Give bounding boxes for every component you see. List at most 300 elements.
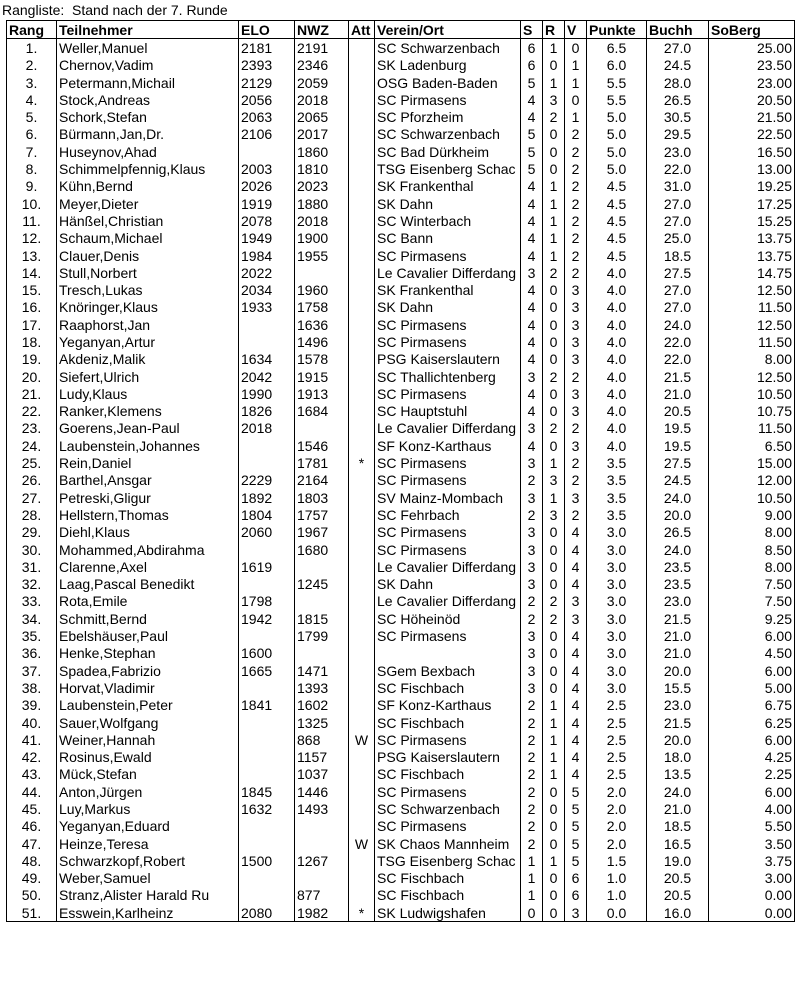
cell-elo: 1892 — [239, 489, 295, 506]
table-row — [7, 472, 795, 489]
cell-punkte: 4.0 — [587, 281, 647, 298]
cell-s: 6 — [521, 57, 543, 74]
cell-s: 4 — [521, 212, 543, 229]
cell-buchh: 16.5 — [647, 835, 709, 852]
cell-elo — [239, 835, 295, 852]
cell-att — [349, 230, 375, 247]
cell-soberg: 25.00 — [709, 39, 795, 57]
cell-buchh: 18.0 — [647, 748, 709, 765]
cell-v: 4 — [565, 524, 587, 541]
table-row — [7, 627, 795, 644]
table-row — [7, 299, 795, 316]
cell-elo — [239, 627, 295, 644]
cell-rang: 18. — [7, 333, 57, 350]
cell-soberg: 3.75 — [709, 852, 795, 869]
cell-buchh: 24.5 — [647, 57, 709, 74]
cell-punkte: 5.0 — [587, 160, 647, 177]
cell-verein: SK Chaos Mannheim — [375, 835, 521, 852]
cell-buchh: 24.0 — [647, 316, 709, 333]
cell-v: 4 — [565, 748, 587, 765]
cell-r: 0 — [543, 541, 565, 558]
cell-teilnehmer: Weiner,Hannah — [57, 731, 239, 748]
cell-v: 4 — [565, 731, 587, 748]
cell-teilnehmer: Hellstern,Thomas — [57, 506, 239, 523]
cell-soberg: 8.00 — [709, 558, 795, 575]
cell-att — [349, 91, 375, 108]
cell-elo: 1942 — [239, 610, 295, 627]
cell-soberg: 15.25 — [709, 212, 795, 229]
cell-soberg: 13.75 — [709, 230, 795, 247]
cell-att — [349, 472, 375, 489]
cell-verein: SC Pirmasens — [375, 818, 521, 835]
table-row — [7, 230, 795, 247]
table-row — [7, 74, 795, 91]
cell-r: 2 — [543, 368, 565, 385]
cell-att — [349, 783, 375, 800]
cell-v: 5 — [565, 818, 587, 835]
cell-rang: 17. — [7, 316, 57, 333]
cell-r: 0 — [543, 316, 565, 333]
cell-nwz: 1267 — [295, 852, 349, 869]
cell-v: 2 — [565, 247, 587, 264]
table-row — [7, 576, 795, 593]
cell-nwz: 1446 — [295, 783, 349, 800]
cell-verein: SC Pirmasens — [375, 627, 521, 644]
cell-r: 0 — [543, 160, 565, 177]
cell-v: 2 — [565, 506, 587, 523]
cell-rang: 47. — [7, 835, 57, 852]
cell-soberg: 10.50 — [709, 385, 795, 402]
cell-verein: SC Fischbach — [375, 887, 521, 904]
cell-s: 1 — [521, 870, 543, 887]
cell-verein: TSG Eisenberg Schac — [375, 160, 521, 177]
cell-rang: 50. — [7, 887, 57, 904]
cell-teilnehmer: Diehl,Klaus — [57, 524, 239, 541]
table-row — [7, 541, 795, 558]
cell-verein: SC Bann — [375, 230, 521, 247]
cell-v: 2 — [565, 230, 587, 247]
cell-r: 0 — [543, 403, 565, 420]
cell-elo: 1933 — [239, 299, 295, 316]
cell-elo — [239, 679, 295, 696]
cell-buchh: 30.5 — [647, 108, 709, 125]
cell-teilnehmer: Petermann,Michail — [57, 74, 239, 91]
cell-v: 4 — [565, 662, 587, 679]
cell-att — [349, 766, 375, 783]
cell-rang: 36. — [7, 645, 57, 662]
cell-s: 2 — [521, 714, 543, 731]
cell-elo — [239, 143, 295, 160]
cell-nwz — [295, 645, 349, 662]
cell-buchh: 27.0 — [647, 212, 709, 229]
cell-soberg: 11.50 — [709, 333, 795, 350]
cell-s: 3 — [521, 524, 543, 541]
cell-elo — [239, 731, 295, 748]
cell-rang: 1. — [7, 39, 57, 57]
cell-punkte: 3.0 — [587, 593, 647, 610]
cell-buchh: 20.0 — [647, 506, 709, 523]
cell-teilnehmer: Yeganyan,Eduard — [57, 818, 239, 835]
cell-punkte: 4.0 — [587, 316, 647, 333]
table-row — [7, 679, 795, 696]
cell-s: 4 — [521, 230, 543, 247]
cell-buchh: 21.0 — [647, 800, 709, 817]
cell-nwz: 1915 — [295, 368, 349, 385]
cell-punkte: 4.0 — [587, 403, 647, 420]
table-row — [7, 748, 795, 765]
cell-verein: SC Fischbach — [375, 766, 521, 783]
cell-rang: 43. — [7, 766, 57, 783]
cell-s: 3 — [521, 541, 543, 558]
table-row — [7, 904, 795, 922]
cell-punkte: 1.0 — [587, 870, 647, 887]
cell-soberg: 6.50 — [709, 437, 795, 454]
cell-punkte: 4.0 — [587, 368, 647, 385]
cell-s: 2 — [521, 800, 543, 817]
cell-punkte: 4.0 — [587, 420, 647, 437]
cell-elo — [239, 818, 295, 835]
cell-nwz: 1037 — [295, 766, 349, 783]
cell-nwz: 1967 — [295, 524, 349, 541]
cell-rang: 26. — [7, 472, 57, 489]
cell-r: 0 — [543, 818, 565, 835]
cell-verein: SC Pirmasens — [375, 91, 521, 108]
cell-nwz: 1913 — [295, 385, 349, 402]
cell-s: 4 — [521, 351, 543, 368]
cell-r: 0 — [543, 870, 565, 887]
cell-att — [349, 160, 375, 177]
cell-punkte: 4.5 — [587, 230, 647, 247]
cell-soberg: 10.50 — [709, 489, 795, 506]
cell-rang: 9. — [7, 178, 57, 195]
cell-s: 1 — [521, 887, 543, 904]
table-row — [7, 454, 795, 471]
cell-att — [349, 800, 375, 817]
cell-buchh: 13.5 — [647, 766, 709, 783]
cell-v: 2 — [565, 472, 587, 489]
cell-verein: SC Pirmasens — [375, 731, 521, 748]
cell-nwz — [295, 870, 349, 887]
cell-punkte: 2.0 — [587, 835, 647, 852]
cell-soberg: 0.00 — [709, 904, 795, 922]
cell-elo: 1990 — [239, 385, 295, 402]
cell-punkte: 2.5 — [587, 731, 647, 748]
cell-teilnehmer: Schmitt,Bernd — [57, 610, 239, 627]
cell-s: 0 — [521, 904, 543, 922]
cell-rang: 15. — [7, 281, 57, 298]
cell-elo: 1600 — [239, 645, 295, 662]
cell-v: 0 — [565, 91, 587, 108]
cell-elo: 2078 — [239, 212, 295, 229]
cell-v: 5 — [565, 783, 587, 800]
cell-soberg: 14.75 — [709, 264, 795, 281]
cell-soberg: 11.50 — [709, 299, 795, 316]
cell-teilnehmer: Laag,Pascal Benedikt — [57, 576, 239, 593]
cell-elo: 1949 — [239, 230, 295, 247]
cell-rang: 8. — [7, 160, 57, 177]
cell-verein: SK Frankenthal — [375, 178, 521, 195]
cell-rang: 40. — [7, 714, 57, 731]
cell-v: 4 — [565, 627, 587, 644]
table-row — [7, 852, 795, 869]
cell-teilnehmer: Spadea,Fabrizio — [57, 662, 239, 679]
cell-soberg: 12.00 — [709, 472, 795, 489]
cell-rang: 24. — [7, 437, 57, 454]
cell-teilnehmer: Meyer,Dieter — [57, 195, 239, 212]
cell-att — [349, 39, 375, 57]
cell-v: 4 — [565, 558, 587, 575]
cell-soberg: 12.50 — [709, 281, 795, 298]
cell-teilnehmer: Goerens,Jean-Paul — [57, 420, 239, 437]
cell-nwz: 1900 — [295, 230, 349, 247]
table-row — [7, 783, 795, 800]
cell-nwz — [295, 818, 349, 835]
cell-v: 1 — [565, 74, 587, 91]
cell-rang: 6. — [7, 126, 57, 143]
cell-nwz: 868 — [295, 731, 349, 748]
table-row — [7, 126, 795, 143]
cell-r: 1 — [543, 852, 565, 869]
cell-elo: 1919 — [239, 195, 295, 212]
cell-teilnehmer: Siefert,Ulrich — [57, 368, 239, 385]
table-row — [7, 662, 795, 679]
cell-rang: 32. — [7, 576, 57, 593]
cell-teilnehmer: Henke,Stephan — [57, 645, 239, 662]
table-row — [7, 593, 795, 610]
cell-soberg: 2.25 — [709, 766, 795, 783]
cell-punkte: 3.0 — [587, 679, 647, 696]
cell-r: 1 — [543, 748, 565, 765]
cell-buchh: 24.0 — [647, 489, 709, 506]
cell-rang: 37. — [7, 662, 57, 679]
cell-nwz: 1799 — [295, 627, 349, 644]
cell-rang: 29. — [7, 524, 57, 541]
cell-elo: 2106 — [239, 126, 295, 143]
table-row — [7, 247, 795, 264]
cell-v: 2 — [565, 126, 587, 143]
cell-soberg: 10.75 — [709, 403, 795, 420]
cell-verein: SK Frankenthal — [375, 281, 521, 298]
cell-v: 3 — [565, 333, 587, 350]
cell-verein: TSG Eisenberg Schac — [375, 852, 521, 869]
cell-punkte: 1.0 — [587, 887, 647, 904]
cell-rang: 27. — [7, 489, 57, 506]
cell-v: 0 — [565, 39, 587, 57]
cell-teilnehmer: Weller,Manuel — [57, 39, 239, 57]
cell-s: 5 — [521, 74, 543, 91]
table-row — [7, 91, 795, 108]
cell-v: 1 — [565, 108, 587, 125]
cell-att — [349, 420, 375, 437]
cell-elo — [239, 316, 295, 333]
cell-teilnehmer: Knöringer,Klaus — [57, 299, 239, 316]
cell-punkte: 4.0 — [587, 385, 647, 402]
cell-verein: SC Pirmasens — [375, 783, 521, 800]
cell-att — [349, 627, 375, 644]
cell-nwz: 2018 — [295, 91, 349, 108]
cell-r: 1 — [543, 74, 565, 91]
cell-verein: SC Pirmasens — [375, 472, 521, 489]
cell-buchh: 24.5 — [647, 472, 709, 489]
cell-soberg: 0.00 — [709, 887, 795, 904]
cell-rang: 21. — [7, 385, 57, 402]
cell-r: 1 — [543, 195, 565, 212]
col-header-nwz: NWZ — [295, 21, 349, 39]
cell-v: 2 — [565, 178, 587, 195]
cell-elo: 1500 — [239, 852, 295, 869]
cell-rang: 10. — [7, 195, 57, 212]
cell-verein: SK Dahn — [375, 576, 521, 593]
cell-r: 1 — [543, 212, 565, 229]
cell-buchh: 20.0 — [647, 662, 709, 679]
cell-punkte: 3.0 — [587, 627, 647, 644]
cell-verein: SC Pirmasens — [375, 247, 521, 264]
cell-r: 3 — [543, 506, 565, 523]
cell-att — [349, 57, 375, 74]
cell-att — [349, 143, 375, 160]
cell-punkte: 2.5 — [587, 766, 647, 783]
cell-teilnehmer: Barthel,Ansgar — [57, 472, 239, 489]
cell-soberg: 5.00 — [709, 679, 795, 696]
cell-elo: 2229 — [239, 472, 295, 489]
cell-buchh: 27.0 — [647, 281, 709, 298]
cell-verein: SC Pirmasens — [375, 316, 521, 333]
cell-nwz: 2164 — [295, 472, 349, 489]
cell-punkte: 3.0 — [587, 541, 647, 558]
cell-teilnehmer: Stock,Andreas — [57, 91, 239, 108]
cell-punkte: 3.5 — [587, 454, 647, 471]
table-row — [7, 489, 795, 506]
cell-punkte: 4.0 — [587, 299, 647, 316]
cell-elo: 1845 — [239, 783, 295, 800]
cell-rang: 5. — [7, 108, 57, 125]
cell-v: 2 — [565, 195, 587, 212]
cell-s: 5 — [521, 126, 543, 143]
cell-s: 4 — [521, 281, 543, 298]
cell-buchh: 20.5 — [647, 403, 709, 420]
cell-s: 4 — [521, 247, 543, 264]
cell-teilnehmer: Ludy,Klaus — [57, 385, 239, 402]
cell-verein: SC Hauptstuhl — [375, 403, 521, 420]
cell-teilnehmer: Chernov,Vadim — [57, 57, 239, 74]
cell-nwz: 2017 — [295, 126, 349, 143]
cell-buchh: 19.0 — [647, 852, 709, 869]
cell-verein: Le Cavalier Differdang — [375, 420, 521, 437]
cell-nwz: 1471 — [295, 662, 349, 679]
cell-buchh: 21.5 — [647, 368, 709, 385]
cell-v: 2 — [565, 212, 587, 229]
cell-teilnehmer: Bürmann,Jan,Dr. — [57, 126, 239, 143]
cell-s: 4 — [521, 403, 543, 420]
cell-buchh: 27.0 — [647, 195, 709, 212]
cell-verein: PSG Kaiserslautern — [375, 748, 521, 765]
cell-soberg: 8.50 — [709, 541, 795, 558]
col-header-verein: Verein/Ort — [375, 21, 521, 39]
cell-punkte: 4.0 — [587, 351, 647, 368]
cell-soberg: 4.00 — [709, 800, 795, 817]
cell-verein: SC Schwarzenbach — [375, 800, 521, 817]
cell-att — [349, 697, 375, 714]
cell-rang: 20. — [7, 368, 57, 385]
cell-soberg: 12.50 — [709, 316, 795, 333]
cell-buchh: 26.5 — [647, 91, 709, 108]
cell-teilnehmer: Huseynov,Ahad — [57, 143, 239, 160]
cell-r: 0 — [543, 679, 565, 696]
cell-rang: 41. — [7, 731, 57, 748]
cell-elo: 1826 — [239, 403, 295, 420]
cell-s: 3 — [521, 576, 543, 593]
cell-teilnehmer: Anton,Jürgen — [57, 783, 239, 800]
cell-buchh: 27.0 — [647, 39, 709, 57]
table-row — [7, 316, 795, 333]
cell-att: W — [349, 835, 375, 852]
cell-teilnehmer: Stull,Norbert — [57, 264, 239, 281]
cell-v: 3 — [565, 904, 587, 922]
cell-r: 0 — [543, 57, 565, 74]
cell-att — [349, 489, 375, 506]
cell-punkte: 4.5 — [587, 195, 647, 212]
cell-s: 3 — [521, 489, 543, 506]
cell-elo: 2003 — [239, 160, 295, 177]
cell-s: 4 — [521, 91, 543, 108]
cell-r: 0 — [543, 887, 565, 904]
cell-elo — [239, 576, 295, 593]
cell-r: 1 — [543, 714, 565, 731]
cell-elo: 1798 — [239, 593, 295, 610]
cell-elo: 1634 — [239, 351, 295, 368]
cell-r: 0 — [543, 351, 565, 368]
cell-buchh: 18.5 — [647, 247, 709, 264]
cell-att — [349, 351, 375, 368]
cell-punkte: 4.0 — [587, 264, 647, 281]
cell-punkte: 3.0 — [587, 645, 647, 662]
cell-punkte: 6.0 — [587, 57, 647, 74]
cell-r: 0 — [543, 558, 565, 575]
cell-soberg: 6.75 — [709, 697, 795, 714]
cell-att: * — [349, 904, 375, 922]
cell-punkte: 2.5 — [587, 697, 647, 714]
cell-att — [349, 385, 375, 402]
table-row — [7, 714, 795, 731]
cell-r: 1 — [543, 454, 565, 471]
cell-att — [349, 126, 375, 143]
cell-s: 3 — [521, 420, 543, 437]
cell-verein: SF Konz-Karthaus — [375, 437, 521, 454]
cell-rang: 28. — [7, 506, 57, 523]
cell-v: 1 — [565, 57, 587, 74]
cell-punkte: 4.0 — [587, 437, 647, 454]
cell-v: 4 — [565, 697, 587, 714]
cell-r: 2 — [543, 108, 565, 125]
cell-soberg: 12.50 — [709, 368, 795, 385]
cell-v: 3 — [565, 299, 587, 316]
col-header-buchh: Buchh — [647, 21, 709, 39]
cell-verein: OSG Baden-Baden — [375, 74, 521, 91]
cell-buchh: 27.0 — [647, 299, 709, 316]
cell-punkte: 3.0 — [587, 662, 647, 679]
cell-v: 4 — [565, 645, 587, 662]
cell-elo: 2393 — [239, 57, 295, 74]
cell-att — [349, 541, 375, 558]
cell-nwz: 1781 — [295, 454, 349, 471]
cell-att — [349, 437, 375, 454]
table-row — [7, 558, 795, 575]
col-header-r: R — [543, 21, 565, 39]
cell-att — [349, 74, 375, 91]
cell-verein: Le Cavalier Differdang — [375, 593, 521, 610]
cell-att — [349, 576, 375, 593]
cell-soberg: 23.00 — [709, 74, 795, 91]
